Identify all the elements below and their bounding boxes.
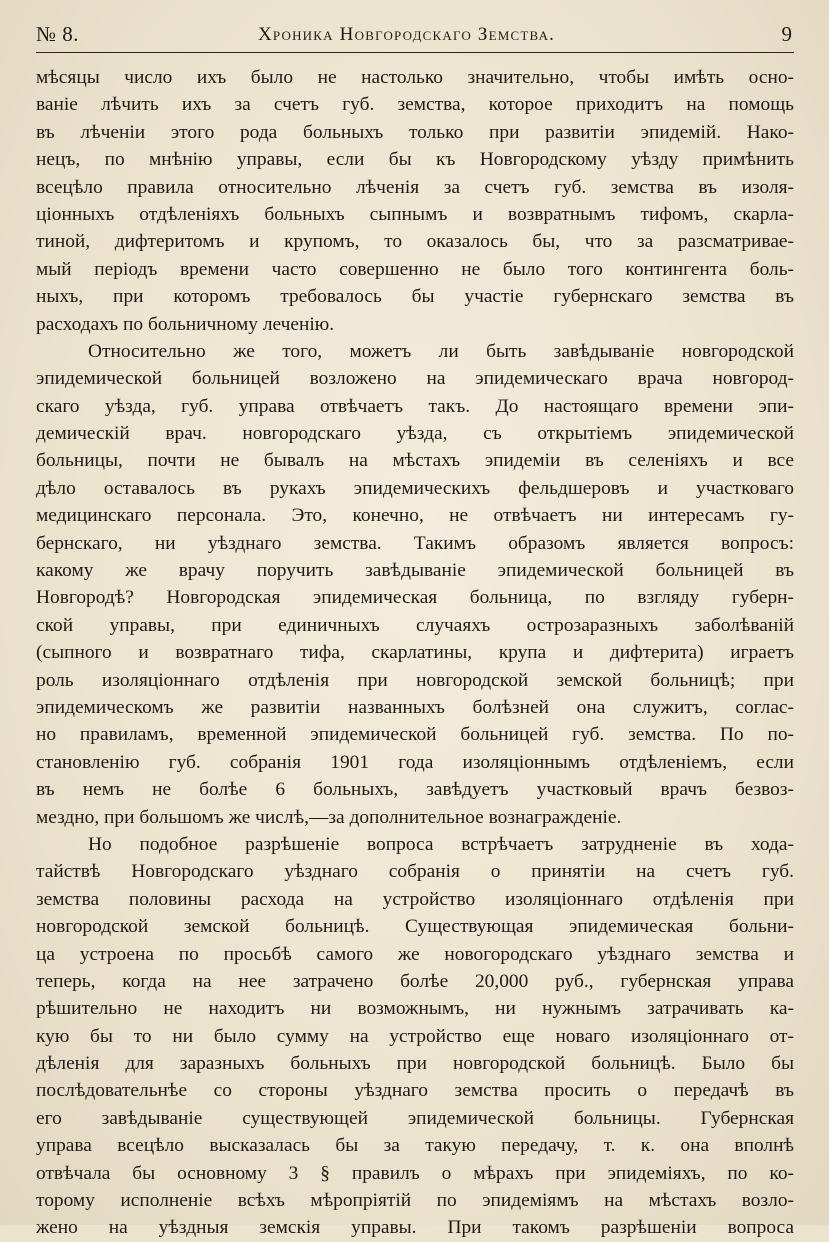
running-header: [36, 20, 794, 53]
text-line: Относительно же того, можетъ ли быть завѣдываніе новгородской: [88, 340, 794, 362]
text-line: ныхъ, при которомъ требовалось бы участіе губернскаго земства въ: [36, 286, 794, 308]
text-line: тиной, дифтеритомъ и крупомъ, то оказалось бы, что за разсматривае-: [36, 231, 794, 253]
text-line: дѣленія для заразныхъ больныхъ при новгородской больницѣ. Было бы: [36, 1053, 794, 1075]
text-line: земства половины расхода на устройство изоляціоннаго отдѣленія при: [36, 888, 794, 910]
text-line: торому исполненіе всѣхъ мѣропріятій по эпидеміямъ на мѣстахъ возло-: [36, 1190, 794, 1212]
text-line: мездно, при большомъ же числѣ,—за дополнительное вознагражденіе.: [36, 806, 622, 828]
text-line: Но подобное разрѣшеніе вопроса встрѣчаетъ затрудненіе въ хода-: [88, 833, 794, 855]
page-number: 9: [781, 22, 792, 46]
text-line: ской управы, при единичныхъ случаяхъ острозаразныхъ заболѣваній: [36, 614, 794, 636]
text-line: дѣло оставалось въ рукахъ эпидемическихъ фельдшеровъ и участковаго: [36, 477, 794, 499]
text-line: больницы, почти не бывалъ на мѣстахъ эпидеміи въ селеніяхъ и все: [36, 450, 794, 472]
text-line: демическій врач. новгородскаго уѣзда, съ открытіемъ эпидемической: [36, 423, 794, 445]
text-line: роль изоляціоннаго отдѣленія при новгородской земской больницѣ; при: [36, 669, 794, 691]
text-line: теперь, когда на нее затрачено болѣе 20,000 руб., губернская управа: [36, 970, 794, 992]
text-line: управа всецѣло высказалась бы за такую передачу, т. к. она вполнѣ: [36, 1135, 794, 1157]
text-line: отвѣчала бы основному 3 § правилъ о мѣрахъ при эпидеміяхъ, по ко-: [36, 1162, 794, 1184]
text-line: ціонныхъ отдѣленіяхъ больныхъ сыпнымъ и возвратнымъ тифомъ, скарла-: [36, 203, 794, 225]
text-line: тайствѣ Новгородскаго уѣзднаго собранія о принятіи на счетъ губ.: [36, 861, 794, 883]
text-line: но правиламъ, временной эпидемической больницей губ. земства. По по-: [36, 724, 794, 746]
text-line: мѣсяцы число ихъ было не настолько значительно, чтобы имѣть осно-: [36, 67, 794, 88]
text-line: кую бы то ни было сумму на устройство еще новаго изоляціоннаго от-: [36, 1025, 794, 1047]
text-line: становленію губ. собранія 1901 года изоляціоннымъ отдѣленіемъ, если: [36, 751, 794, 773]
body-text: [36, 64, 794, 1242]
text-line: Новгородѣ? Новгородская эпидемическая больница, по взгляду губерн-: [36, 587, 794, 609]
text-line: медицинскаго персонала. Это, конечно, не отвѣчаетъ ни интересамъ гу-: [36, 505, 794, 527]
text-line: ца устроена по просьбѣ самого же новогородскаго уѣзднаго земства и: [36, 943, 794, 965]
text-line: скаго уѣзда, губ. управа отвѣчаетъ такъ. До настоящаго времени эпи-: [36, 395, 794, 417]
text-line: въ лѣченіи этого рода больныхъ только при развитіи эпидемій. Нако-: [36, 121, 794, 143]
running-title: Хроника Новгородскаго Земства.: [258, 24, 556, 45]
text-line: эпидемической больницей возложено на эпидемическаго врача новгород-: [36, 368, 794, 390]
text-line: новгородской земской больницѣ. Существующая эпидемическая больни-: [36, 916, 794, 938]
text-line: (сыпного и возвратнаго тифа, скарлатины, крупа и дифтерита) играетъ: [36, 642, 794, 664]
text-line: рѣшительно не находитъ ни возможнымъ, ни нужнымъ затрачивать ка-: [36, 998, 794, 1020]
text-line: ваніе лѣчить ихъ за счетъ губ. земства, которое приходитъ на помощь: [36, 94, 794, 116]
text-line: всецѣло правила относительно лѣченія за счетъ губ. земства въ изоля-: [36, 176, 794, 198]
text-line: жено на уѣздныя земскія управы. При такомъ разрѣшеніи вопроса: [36, 1217, 794, 1239]
text-line: расходахъ по больничному леченію.: [36, 313, 335, 335]
text-line: мый періодъ времени часто совершенно не было того контингента боль-: [36, 258, 794, 280]
text-line: какому же врачу поручить завѣдываніе эпидемической больницей въ: [36, 560, 794, 582]
text-line: нецъ, по мнѣнію управы, если бы къ Новгородскому уѣзду примѣнить: [36, 149, 794, 171]
text-line: послѣдовательнѣе со стороны уѣзднаго земства просить о передачѣ въ: [36, 1080, 794, 1102]
text-line: эпидемическомъ же развитіи названныхъ болѣзней она служитъ, соглас-: [36, 696, 794, 718]
issue-number: № 8.: [36, 22, 80, 46]
text-line: въ немъ не болѣе 6 больныхъ, завѣдуетъ участковый врачъ безвоз-: [36, 779, 794, 801]
text-line: бернскаго, ни уѣзднаго земства. Такимъ образомъ является вопросъ:: [36, 532, 794, 554]
text-line: его завѣдываніе существующей эпидемической больницы. Губернская: [36, 1107, 794, 1129]
